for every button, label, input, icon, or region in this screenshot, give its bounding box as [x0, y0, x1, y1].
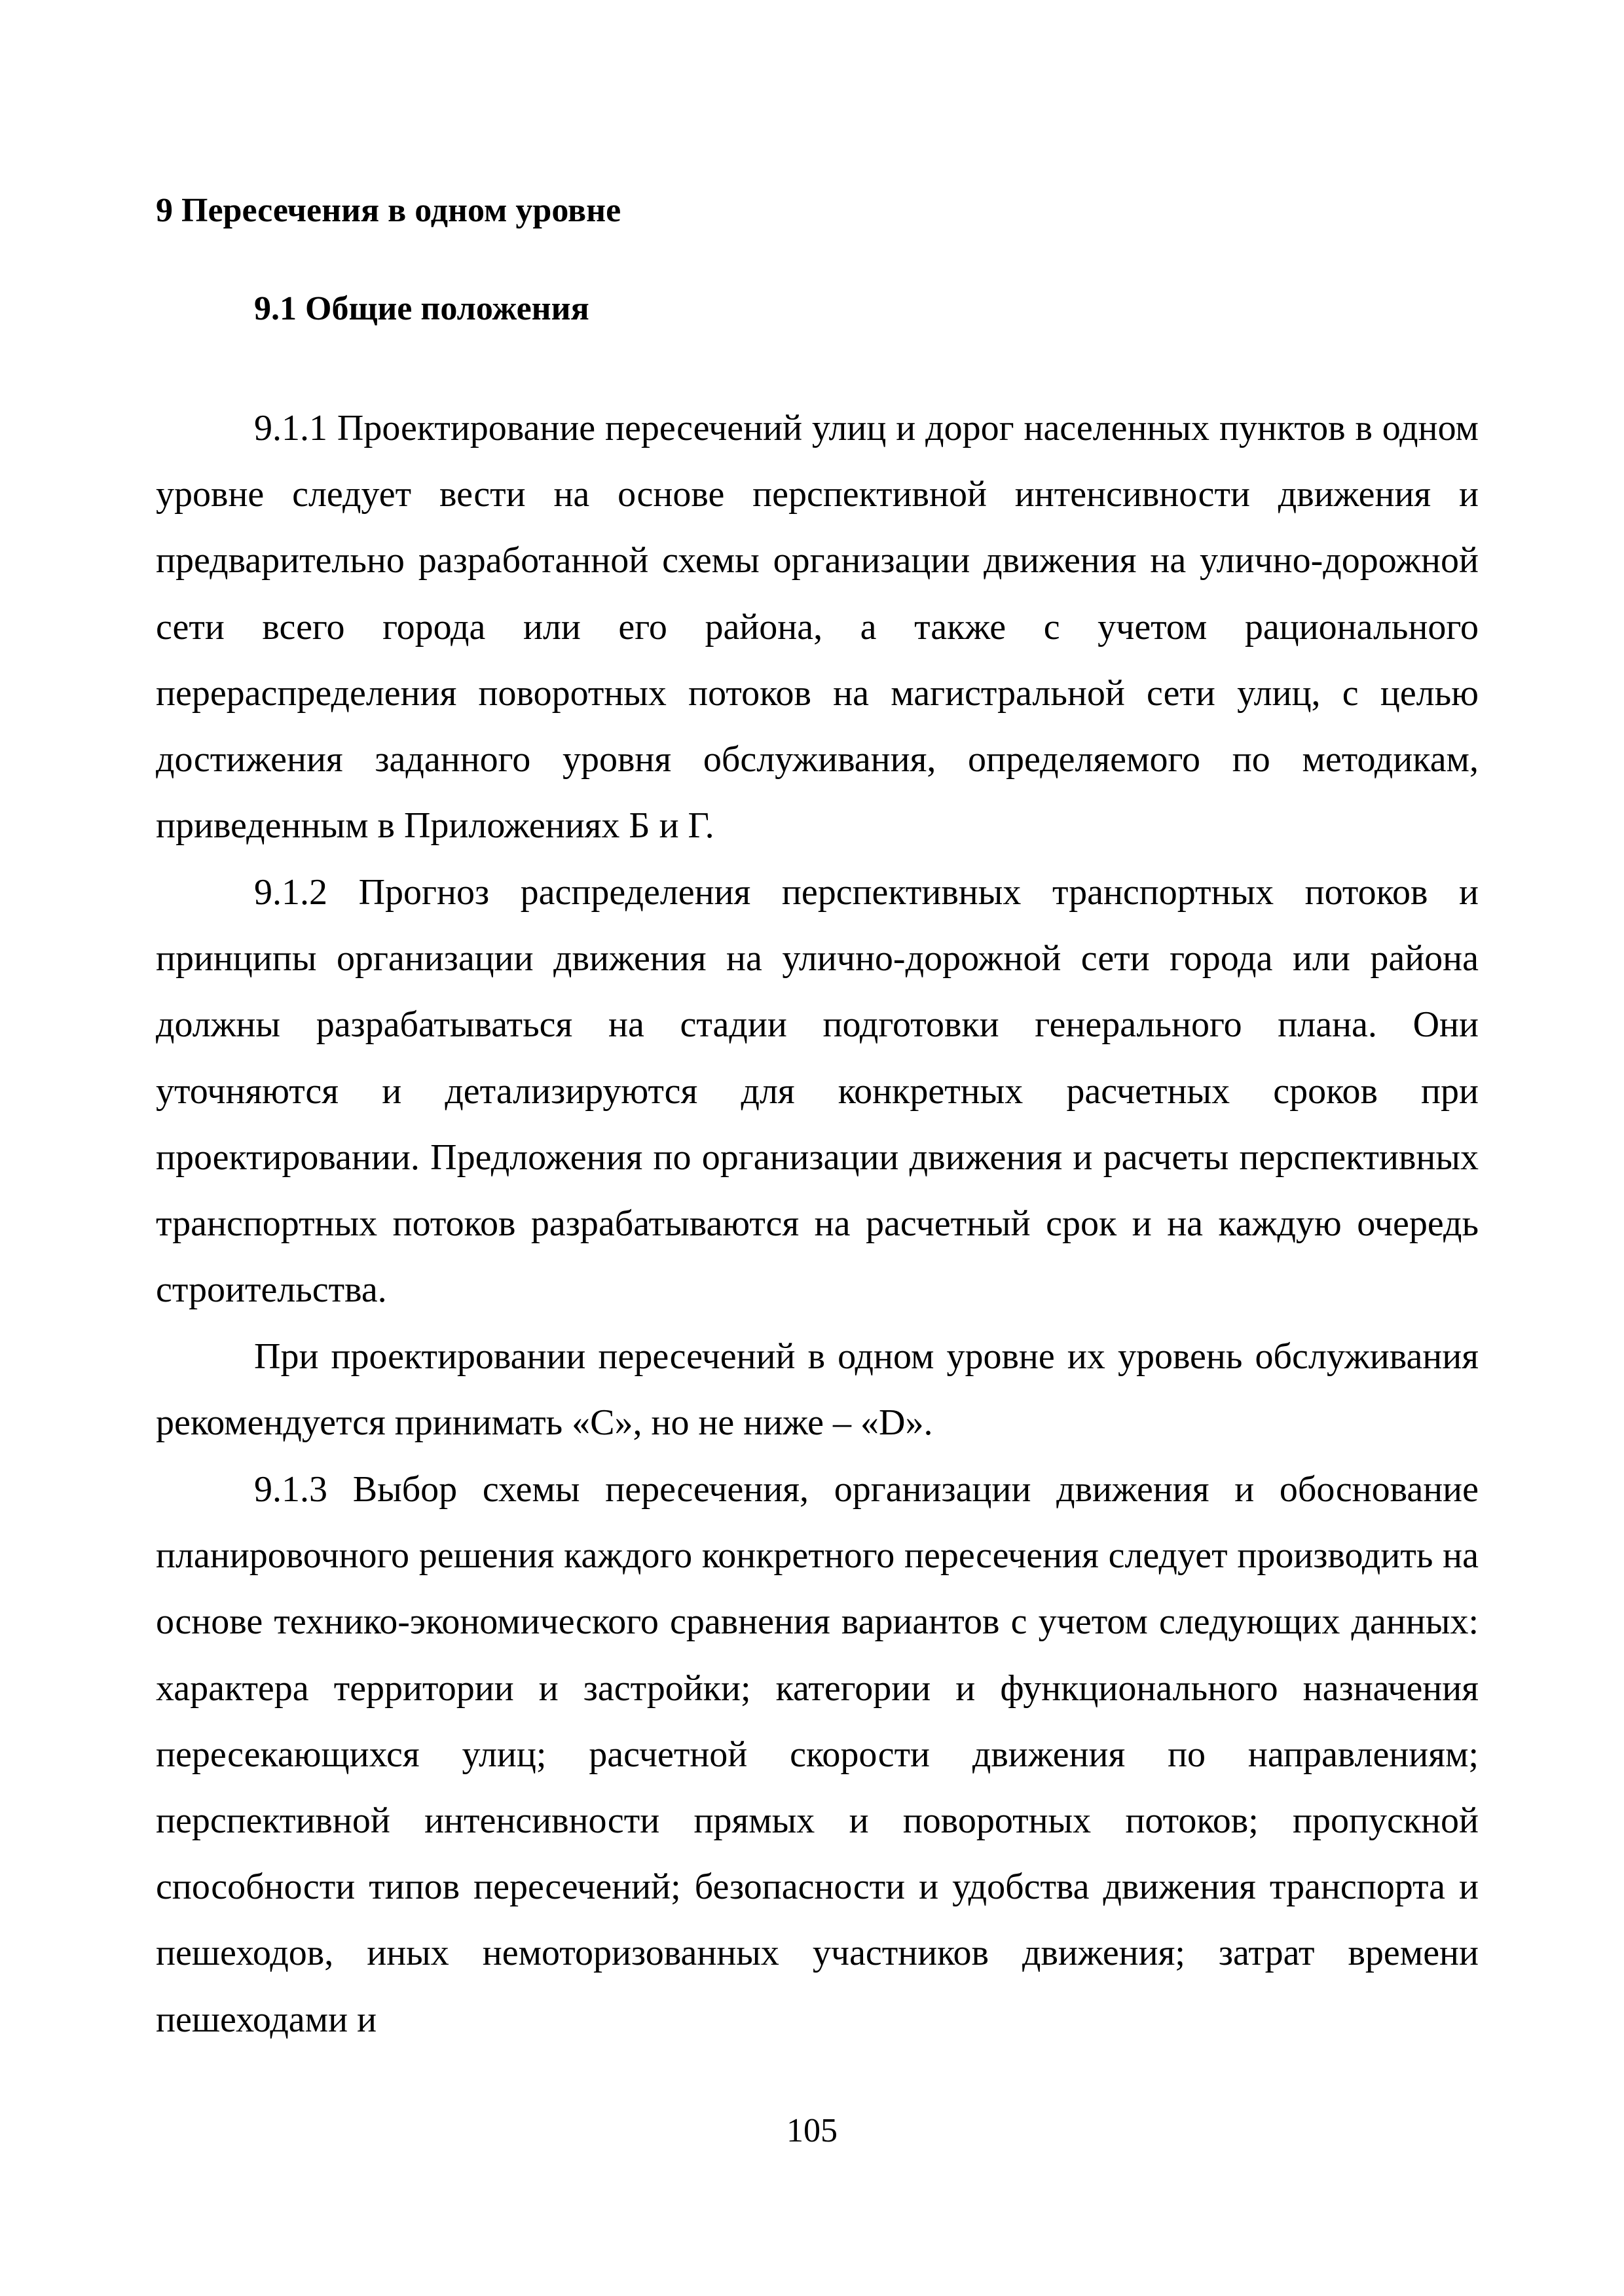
paragraph-9-1-3: 9.1.3 Выбор схемы пересечения, организации движения и обоснование планировочного решения каждого конкретного пересечения следует производить на основе технико-экономического сравнения вариантов с учетом следующих данных: характера территории и застройки; категории и функционального назначения пересекающихся улиц; расчетной скорости движения по направлениям; перспективной интенсивности прямых и поворотных потоков; пропускной способности типов пересечений; безопасности и удобства движения транспорта и пешеходов, иных немоторизованных участников движения; затрат времени пешеходами и	[156, 1469, 1479, 2040]
paragraph-9-1-2: 9.1.2 Прогноз распределения перспективных транспортных потоков и принципы организации движения на улично-дорожной сети города или района должны разрабатываться на стадии подготовки генерального плана. Они уточняются и детализируются для конкретных расчетных сроков при проектировании. Предложения по организации движения и расчеты перспективных транспортных потоков разрабатываются на расчетный срок и на каждую очередь строительства.	[156, 872, 1479, 1311]
paragraph-service-level: При проектировании пересечений в одном уровне их уровень обслуживания рекомендуется принимать «С», но не ниже – «D».	[156, 1336, 1479, 1444]
section-heading: 9 Пересечения в одном уровне	[156, 192, 621, 229]
paragraph-9-1-1: 9.1.1 Проектирование пересечений улиц и дорог населенных пунктов в одном уровне следует вести на основе перспективной интенсивности движения и предварительно разработанной схемы организации движения на улично-дорожной сети всего города или его района, а также с учетом рационального перераспределения поворотных потоков на магистральной сети улиц, с целью достижения заданного уровня обслуживания, определяемого по методикам, приведенным в Приложениях Б и Г.	[156, 408, 1479, 847]
page-number: 105	[786, 2112, 838, 2149]
subsection-heading: 9.1 Общие положения	[254, 290, 589, 327]
